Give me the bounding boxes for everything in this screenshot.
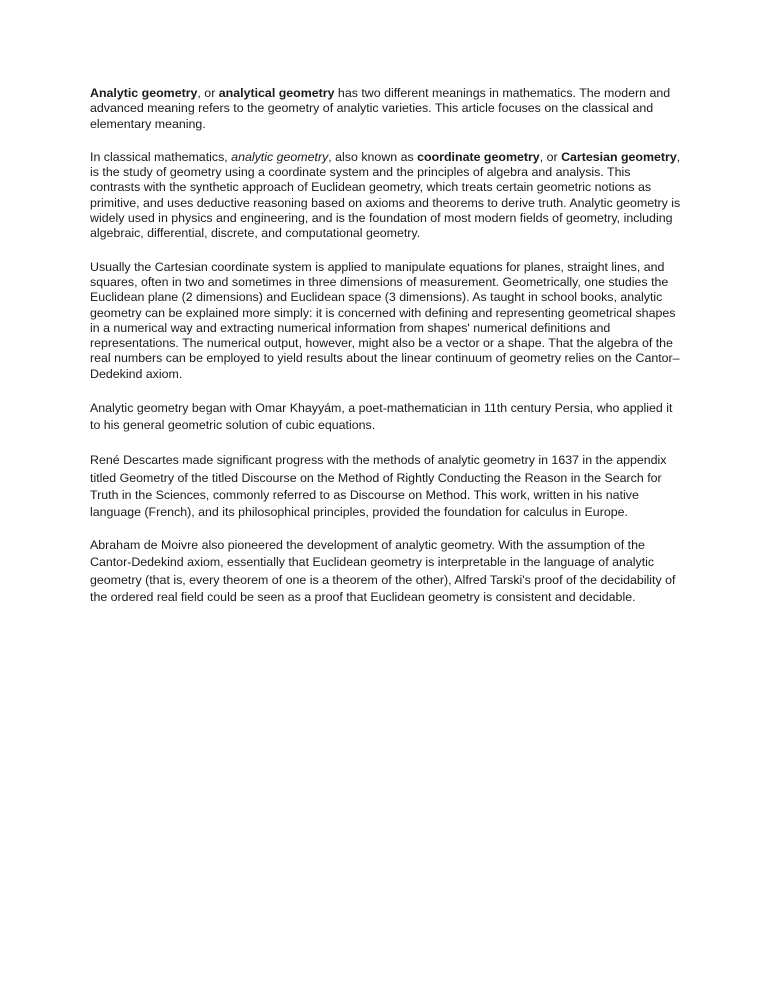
paragraph-khayyam: Analytic geometry began with Omar Khayyám, a poet-mathematician in 11th century Persia, who applied it to his general geometric solution of cubic equations. xyxy=(90,401,673,433)
term-analytic-geometry-italic: analytic geometry xyxy=(231,149,329,164)
paragraph-descartes: René Descartes made significant progress with the methods of analytic geometry in 1637 in the appendix titled Geometry of the titled Discourse on the Method of Rightly Conducting the Reason in the Search for Truth in the Sciences, commonly referred to as Discourse on Method. This work, written in his native language (French), and its philosophical principles, provided the foundation for calculus in Europe. xyxy=(90,453,667,520)
text-span: has two different meanings in mathematics. The modern and advanced meaning refers to the geometry of analytic varieties. This article focuses on the classical and elementary meaning. xyxy=(90,86,671,131)
document-page xyxy=(90,86,682,624)
text-span: , or xyxy=(197,86,219,100)
term-analytical-geometry: analytical geometry xyxy=(218,86,335,100)
text-span: , or xyxy=(539,149,562,164)
paragraph-cartesian-system: Usually the Cartesian coordinate system is applied to manipulate equations for planes, straight lines, and squares, often in two and sometimes in three dimensions of measurement. Geometrically, one studies the Euclidean plane (2 dimensions) and Euclidean space (3 dimensions). As taught in school books, analytic geometry can be explained more simply: it is concerned with defining and representing geometrical shapes in a numerical way and extracting numerical information from shapes' numerical definitions and representations. The numerical output, however, might also be a vector or a shape. That the algebra of the real numbers can be employed to yield results about the linear continuum of geometry relies on the Cantor–Dedekind axiom. xyxy=(90,259,680,381)
term-analytic-geometry: Analytic geometry xyxy=(90,86,198,100)
paragraph-de-moivre: Abraham de Moivre also pioneered the development of analytic geometry. With the assumption of the Cantor-Dedekind axiom, essentially that Euclidean geometry is interpretable in the language of analytic geometry (that is, every theorem of one is a theorem of the other), Alfred Tarski's proof of the decidability of the ordered real field could be seen as a proof that Euclidean geometry is consistent and decidable. xyxy=(90,538,676,604)
text-span: , also known as xyxy=(328,149,418,164)
term-cartesian-geometry: Cartesian geometry xyxy=(561,149,677,164)
paragraph-intro xyxy=(90,86,682,132)
paragraph-classical xyxy=(90,150,682,242)
term-coordinate-geometry: coordinate geometry xyxy=(417,149,540,164)
text-span: In classical mathematics, xyxy=(90,149,232,164)
text-span: , is the study of geometry using a coordinate system and the principles of algebra and analysis. This contrasts with the synthetic approach of Euclidean geometry, which treats certain geometric notions as primitive, and uses deductive reasoning based on axioms and theorems to derive truth. Analytic geometry is widely used in physics and engineering, and is the foundation of most modern fields of geometry, including algebraic, differential, discrete, and computational geometry. xyxy=(90,149,681,241)
